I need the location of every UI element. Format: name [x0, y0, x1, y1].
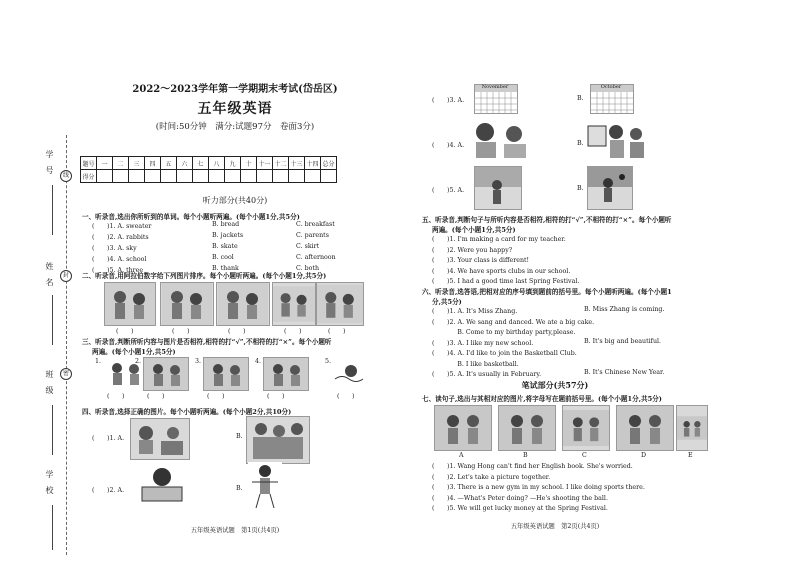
q6-option-b: B. It's Chinese New Year. [584, 369, 665, 376]
q3-answer-blank[interactable]: ( ) [107, 393, 125, 400]
q4-5a-picture [474, 166, 522, 210]
q7-sentence: ( )1. Wang Hong can't find her English book. She's worried. [432, 463, 633, 470]
score-header-cell: 四 [145, 157, 161, 170]
q1-option-b: B. skate [212, 243, 238, 250]
score-header-cell: 六 [177, 157, 193, 170]
footer-right: 五年级英语试题 第2页(共4页) [510, 523, 600, 530]
q6-option-a: ( )1. A. It's Miss Zhang. [432, 308, 518, 315]
q6-option-b: B. It's big and beautiful. [584, 337, 662, 345]
q1-option-a: ( )1. A. sweater [92, 223, 152, 230]
q4-item-5-b: B. [577, 185, 584, 192]
q7-letter: C [582, 452, 587, 459]
q3-title-cont: 两遍。(每个小题1分,共5分) [92, 348, 176, 356]
score-cell[interactable] [97, 170, 113, 183]
q2-picture [104, 282, 156, 326]
q7-title: 七、读句子,选出与其相对应的图片,将字母写在题前括号里。(每个小题1分,共5分) [422, 395, 662, 403]
q3-picture [143, 357, 189, 391]
q2-answer-blank[interactable]: ( ) [172, 328, 190, 335]
score-header-cell: 五 [161, 157, 177, 170]
q7-picture [434, 405, 492, 451]
q7-letter: D [641, 452, 647, 459]
q2-answer-blank[interactable]: ( ) [284, 328, 302, 335]
q7-sentence: ( )5. We will get lucky money at the Spring Festival. [432, 505, 608, 512]
q1-option-c: C. breakfast [296, 221, 335, 228]
q5-statement: ( )2. Were you happy? [432, 246, 513, 254]
q4-item-1: ( )1. A. [92, 435, 125, 442]
q1-option-a: ( )5. A. three [92, 267, 144, 274]
exam-title: 2022～2023学年第一学期期末考试(岱岳区) [132, 84, 338, 95]
score-header-cell: 九 [225, 157, 241, 170]
q7-letter: B [523, 452, 528, 459]
score-header-cell: 题号 [81, 157, 97, 170]
q7-picture [498, 405, 556, 451]
q3-answer-blank[interactable]: ( ) [337, 393, 355, 400]
q6-title: 六、听录音,选答语,把相对应的序号填到题前的括号里。每个小题听两遍。(每个小题1 [422, 288, 672, 296]
q2-picture [160, 282, 214, 326]
score-header-cell: 八 [209, 157, 225, 170]
exam-info: (时间:50分钟 满分:试题97分 卷面3分) [155, 122, 315, 132]
score-cell[interactable] [257, 170, 273, 183]
q1-option-b: B. bread [212, 221, 240, 228]
q2-picture [216, 282, 270, 326]
q7-sentence: ( )3. There is a new gym in my school. I like doing sports there. [432, 484, 645, 491]
q3-number: 5. [325, 358, 332, 365]
score-cell[interactable] [273, 170, 289, 183]
q5-title: 五、听录音,判断句子与所听内容是否相符,相符的打“√”,不相符的打“×”。每个小题听 [422, 216, 672, 224]
q7-picture [562, 405, 610, 451]
exam-subject: 五年级英语 [197, 101, 273, 117]
q4-item-2-b: B. [236, 485, 243, 492]
score-header-cell: 总分 [321, 157, 337, 170]
q5-statement: ( )4. We have sports clubs in our school. [432, 267, 571, 275]
q5-title-cont: 两遍。(每个小题1分,共5分) [432, 226, 516, 234]
q2-picture [316, 282, 364, 326]
q3-title: 三、听录音,判断所听内容与图片是否相符,相符的打“√”,不相符的打“×”。每个小题听 [82, 338, 332, 346]
calendar-october-label: October [600, 84, 622, 90]
side-label-school: 学 校 [45, 470, 54, 494]
q1-option-c: C. skirt [296, 243, 320, 250]
q4-item-5: ( )5. A. [432, 187, 465, 194]
q6-option-a: ( )2. A. We sang and danced. We ate a big cake. [432, 318, 595, 326]
q7-picture [676, 405, 708, 451]
q1-option-b: B. thank [212, 265, 239, 272]
seal-mark-line: 线 [60, 170, 72, 182]
listening-section-title: 听力部分(共40分) [202, 196, 268, 205]
q2-picture [272, 282, 316, 326]
q4-1a-picture [130, 418, 190, 460]
q1-option-a: ( )2. A. rabbits [92, 234, 149, 241]
q6-option-b: B. Miss Zhang is coming. [584, 306, 665, 313]
q2-answer-blank[interactable]: ( ) [228, 328, 246, 335]
score-cell[interactable] [209, 170, 225, 183]
score-cell[interactable] [161, 170, 177, 183]
q1-option-c: C. parents [296, 232, 329, 239]
score-table [80, 156, 337, 183]
q1-title: 一、听录音,选出你所听到的单词。每个小题听两遍。(每个小题1分,共5分) [82, 213, 300, 221]
side-label-student-no: 学 号 [45, 150, 54, 174]
score-cell[interactable] [177, 170, 193, 183]
q4-2a-picture [134, 465, 190, 505]
q2-answer-blank[interactable]: ( ) [116, 328, 134, 335]
q3-number: 1. [95, 358, 102, 365]
score-cell[interactable] [145, 170, 161, 183]
q1-option-c: C. afternoon [296, 254, 336, 261]
score-header-cell: 三 [129, 157, 145, 170]
q6-title-cont: 分,共5分) [432, 298, 462, 306]
q4-2b-picture [248, 462, 282, 510]
q5-statement: ( )3. Your class is different! [432, 257, 530, 264]
side-label-class: 班 级 [45, 370, 54, 394]
q6-option-a: B. Come to my birthday party,please. [432, 329, 576, 336]
q1-option-a: ( )3. A. sky [92, 245, 137, 252]
seal-mark-secret: 密 [60, 368, 72, 380]
score-cell[interactable] [113, 170, 129, 183]
q3-picture [263, 357, 309, 391]
score-header-cell: 十三 [289, 157, 305, 170]
q3-number: 3. [195, 358, 202, 365]
footer-left: 五年级英语试题 第1页(共4页) [190, 527, 280, 534]
score-cell[interactable] [305, 170, 321, 183]
q4-5b-picture [587, 166, 633, 210]
q4-item-1-b: B. [236, 433, 243, 440]
q3-answer-blank[interactable]: ( ) [147, 393, 165, 400]
score-cell[interactable] [289, 170, 305, 183]
q3-picture [203, 357, 249, 391]
q3-number: 4. [255, 358, 262, 365]
q5-statement: ( )1. I'm making a card for my teacher. [432, 236, 566, 243]
written-section-title: 笔试部分(共57分) [521, 380, 589, 390]
binding-line [66, 135, 67, 555]
q3-number: 2. [135, 358, 142, 365]
score-cell[interactable] [321, 170, 337, 183]
q7-letter: A [459, 452, 464, 459]
q4-4b-picture [586, 120, 648, 162]
q3-answer-blank[interactable]: ( ) [267, 393, 285, 400]
score-cell[interactable] [129, 170, 145, 183]
q6-option-a: B. I like basketball. [432, 360, 519, 368]
q4-title: 四、听录音,选择正确的图片。每个小题听两遍。(每个小题2分,共10分) [82, 408, 292, 416]
q2-title: 二、听录音,用阿拉伯数字给下列图片排序。每个小题听两遍。(每个小题1分,共5分) [82, 272, 327, 280]
calendar-november-label: November [481, 84, 509, 90]
score-header-cell: 二 [113, 157, 129, 170]
q1-option-a: ( )4. A. school [92, 256, 147, 263]
q4-item-2: ( )2. A. [92, 487, 125, 494]
score-cell[interactable] [225, 170, 241, 183]
q1-option-b: B. jackets [212, 232, 244, 239]
score-row-label: 得分 [81, 170, 97, 183]
q3-answer-blank[interactable]: ( ) [207, 393, 225, 400]
q1-option-b: B. cool [212, 254, 234, 261]
q6-option-a: ( )4. A. I'd like to join the Basketball Club. [432, 350, 577, 357]
q7-picture [616, 405, 674, 451]
q6-option-a: ( )5. A. It's usually in February. [432, 371, 542, 378]
q4-1b-picture [246, 416, 310, 464]
q7-sentence: ( )2. Let's take a picture together. [432, 473, 551, 481]
q5-statement: ( )5. I had a good time last Spring Festival. [432, 278, 580, 285]
score-header-cell: 七 [193, 157, 209, 170]
score-header-cell: 十一 [257, 157, 273, 170]
q3-picture [333, 357, 369, 389]
q4-4a-picture [470, 120, 530, 162]
q6-option-a: ( )3. A. I like my new school. [432, 339, 534, 347]
side-label-name: 姓 名 [45, 262, 54, 286]
q7-sentence: ( )4. —What's Peter doing? —He's shooting the ball. [432, 494, 608, 502]
q4-item-4: ( )4. A. [432, 142, 465, 149]
q4-item-3-b: B. [577, 95, 584, 102]
score-header-cell: 十二 [273, 157, 289, 170]
score-header-cell: 十四 [305, 157, 321, 170]
score-cell[interactable] [241, 170, 257, 183]
q4-item-4-b: B. [577, 140, 584, 147]
seal-mark-seal: 封 [60, 270, 72, 282]
score-cell[interactable] [193, 170, 209, 183]
q1-option-c: C. both [296, 265, 320, 272]
q2-answer-blank[interactable]: ( ) [328, 328, 346, 335]
score-header-cell: 十 [241, 157, 257, 170]
q7-letter: E [688, 452, 693, 459]
q4-item-3: ( )3. A. [432, 97, 465, 104]
score-header-cell: 一 [97, 157, 113, 170]
